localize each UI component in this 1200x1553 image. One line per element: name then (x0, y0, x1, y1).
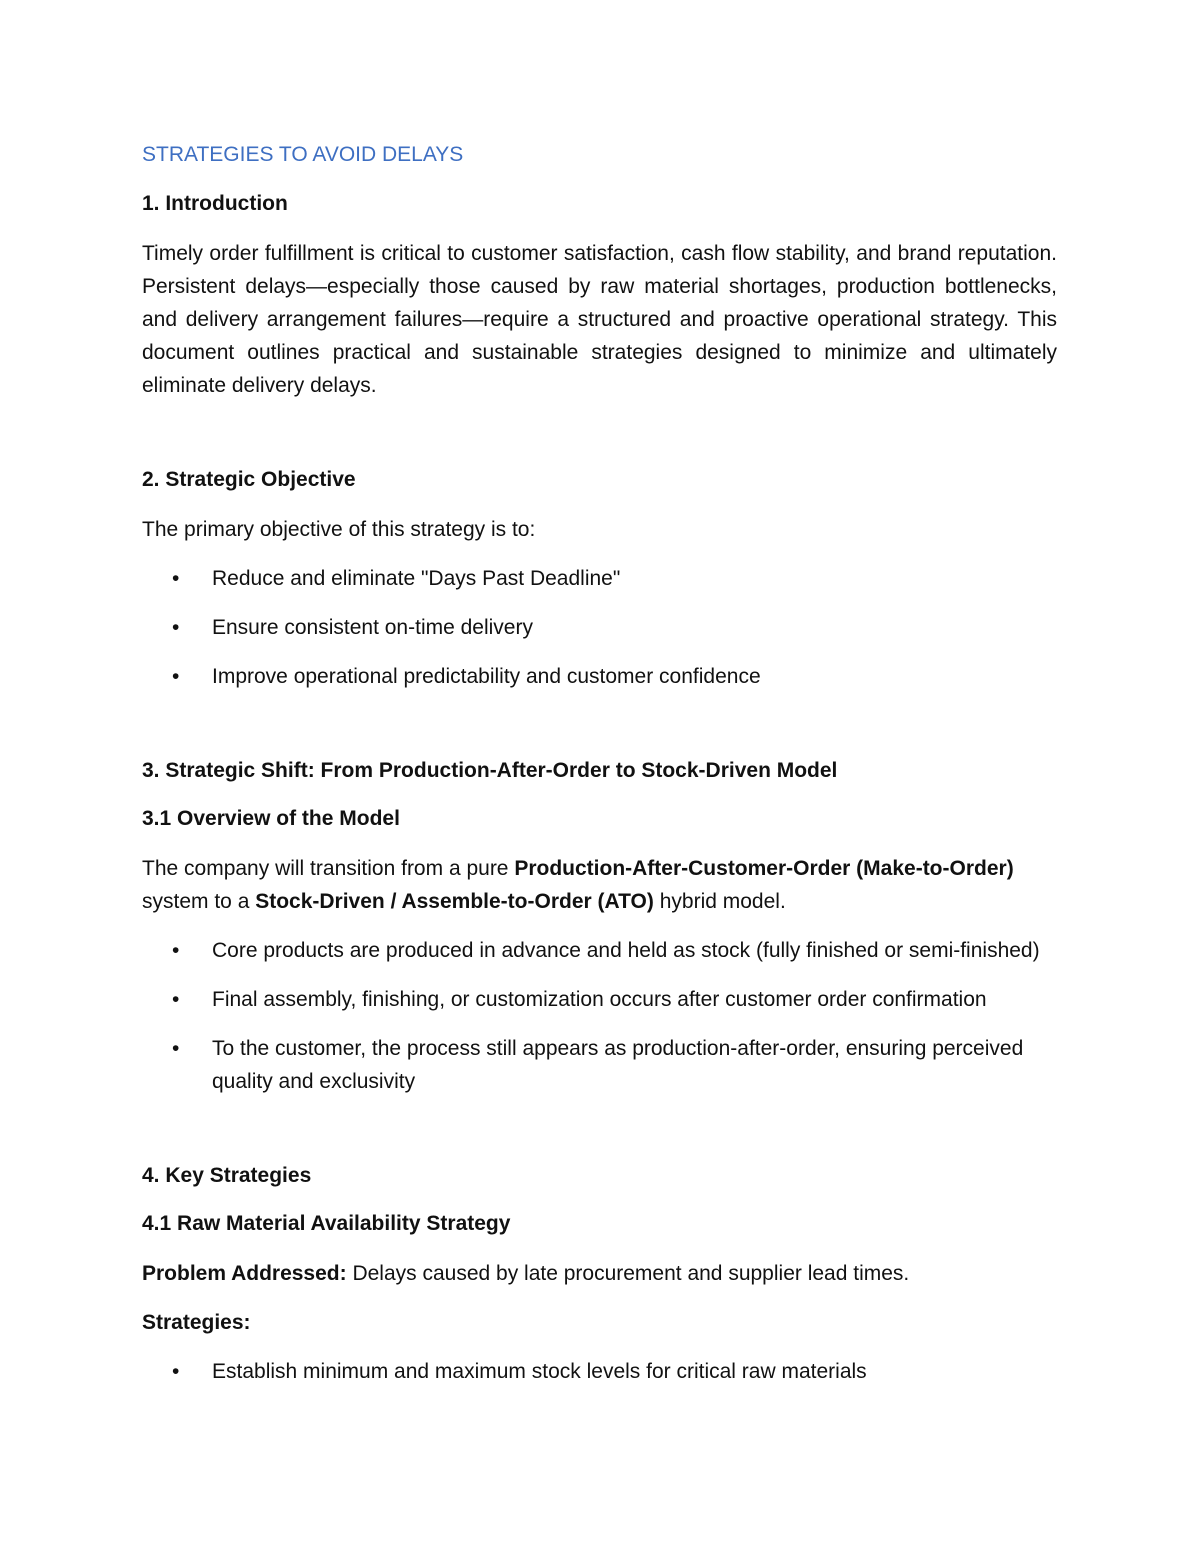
section-heading-introduction: 1. Introduction (142, 192, 288, 215)
document-title: STRATEGIES TO AVOID DELAYS (142, 143, 464, 166)
text-run: hybrid model. (653, 890, 786, 913)
list-item: • Reduce and eliminate "Days Past Deadline" (142, 562, 1057, 595)
list-item: • Ensure consistent on-time delivery (142, 611, 1057, 644)
problem-label: Problem Addressed: (142, 1262, 347, 1285)
model-bullet-list (142, 934, 1057, 1098)
strategies-label-paragraph (142, 1306, 1057, 1339)
section-spacer (142, 1114, 1057, 1161)
introduction-paragraph: Timely order fulfillment is critical to customer satisfaction, cash flow stability, and brand reputation. Persistent delays—especially those caused by raw material shortages, production bottlenecks, and delivery arrangement failures—require a structured and proactive operational strategy. This document outlines practical and sustainable strategies designed to minimize and ultimately eliminate delivery delays. (142, 242, 1057, 397)
text-run: The company will transition from a pure (142, 857, 515, 880)
text-run: system to a (142, 890, 256, 913)
problem-addressed-paragraph (142, 1257, 1057, 1290)
raw-material-bullet-list (142, 1355, 1057, 1388)
section-heading-strategic-shift: 3. Strategic Shift: From Production-After-Order to Stock-Driven Model (142, 759, 838, 782)
bold-term: Stock-Driven / Assemble-to-Order (ATO) (255, 890, 654, 913)
section-spacer (142, 402, 1057, 465)
objective-bullet-list (142, 562, 1057, 693)
section-heading-strategic-objective: 2. Strategic Objective (142, 468, 356, 491)
list-item: • Establish minimum and maximum stock levels for critical raw materials (142, 1355, 1057, 1388)
list-item: • Core products are produced in advance and held as stock (fully finished or semi-finished) (142, 934, 1057, 967)
objective-intro: The primary objective of this strategy is to: (142, 518, 536, 541)
list-item: • Improve operational predictability and customer confidence (142, 660, 1057, 693)
section-heading-key-strategies: 4. Key Strategies (142, 1164, 312, 1187)
section-spacer (142, 709, 1057, 756)
list-item: • To the customer, the process still appears as production-after-order, ensuring perceived quality and exclusivity (142, 1032, 1057, 1098)
subsection-heading-model-overview: 3.1 Overview of the Model (142, 807, 400, 830)
subsection-heading-raw-material: 4.1 Raw Material Availability Strategy (142, 1212, 511, 1235)
problem-text: Delays caused by late procurement and supplier lead times. (346, 1262, 910, 1285)
list-item: • Final assembly, finishing, or customization occurs after customer order confirmation (142, 983, 1057, 1016)
strategies-label: Strategies: (142, 1311, 251, 1334)
model-overview-paragraph (142, 852, 1057, 918)
bold-term: Production-After-Customer-Order (Make-to-Order) (514, 857, 1014, 880)
